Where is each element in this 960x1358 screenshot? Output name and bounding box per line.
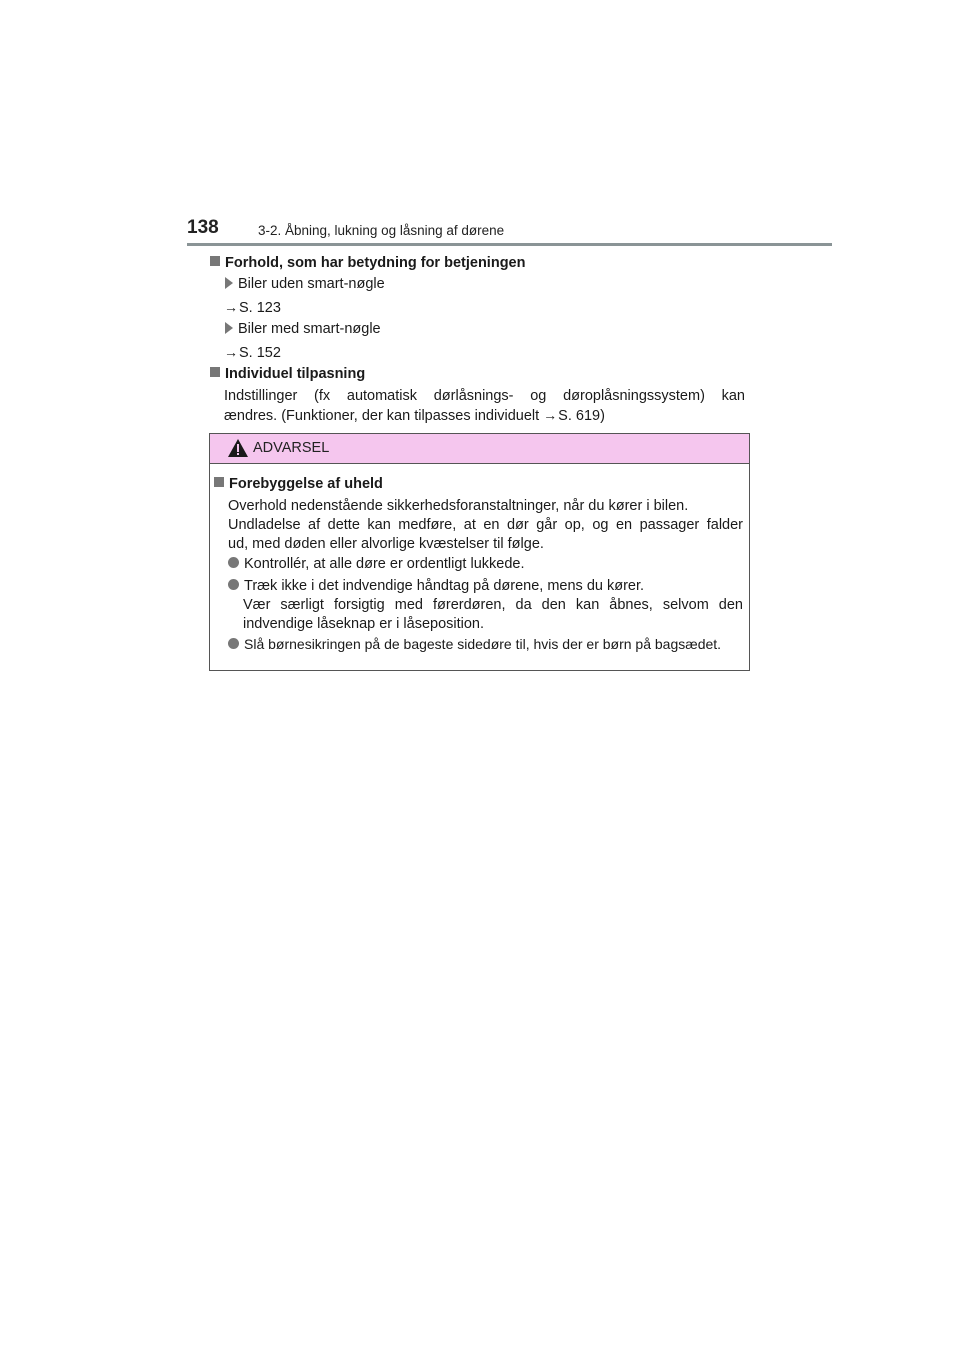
warning-header (210, 434, 749, 464)
warning-triangle-icon (227, 438, 249, 458)
warning-bullet-2-continued: Vær særligt forsigtig med førerdøren, da den kan åbnes, selvom den indvendige låseknap er i låseposition. (243, 597, 743, 632)
customization-paragraph: Indstillinger (fx automatisk dørlåsnings- og døroplåsningssystem) kan ændres. (Funktioner, der kan tilpasses individuelt →S. 619) (224, 388, 745, 424)
page-number: 138 (187, 217, 219, 238)
triangle-bullet-icon (225, 322, 233, 334)
warning-box (209, 433, 750, 671)
page-reference: →S. 152 (224, 344, 281, 361)
page-header (187, 215, 832, 247)
list-item-without-smart-key: Biler uden smart-nøgle (225, 275, 385, 294)
arrow-right-icon: → (224, 344, 238, 360)
square-bullet-icon (214, 477, 224, 487)
header-divider (187, 243, 832, 246)
warning-bullet-2: Træk ikke i det indvendige håndtag på dørene, mens du kører. (228, 577, 644, 596)
warning-heading: Forebyggelse af uheld (214, 475, 383, 494)
circle-bullet-icon (228, 638, 239, 649)
triangle-bullet-icon (225, 277, 233, 289)
warning-bullet-1: Kontrollér, at alle døre er ordentligt lukkede. (228, 555, 524, 574)
arrow-right-icon: → (543, 407, 558, 423)
warning-label: ADVARSEL (253, 440, 330, 456)
warning-intro: Overhold nedenstående sikkerhedsforanstaltninger, når du kører i bilen. Undladelse af dette kan medføre, at en dør går op, og en passager falder ud, med døden eller alvorlige kvæstelser til følge. (228, 498, 743, 552)
list-item-with-smart-key: Biler med smart-nøgle (225, 320, 381, 339)
section-heading-customization: Individuel tilpasning (210, 365, 365, 384)
warning-bullet-3: Slå børnesikringen på de bageste sidedøre til, hvis der er børn på bagsædet. (228, 635, 721, 654)
square-bullet-icon (210, 256, 220, 266)
section-title: 3-2. Åbning, lukning og låsning af dørene (258, 223, 505, 238)
section-heading-conditions: Forhold, som har betydning for betjeningen (210, 254, 525, 273)
page-reference: →S. 123 (224, 299, 281, 316)
arrow-right-icon: → (224, 299, 238, 315)
circle-bullet-icon (228, 557, 239, 568)
square-bullet-icon (210, 367, 220, 377)
circle-bullet-icon (228, 579, 239, 590)
